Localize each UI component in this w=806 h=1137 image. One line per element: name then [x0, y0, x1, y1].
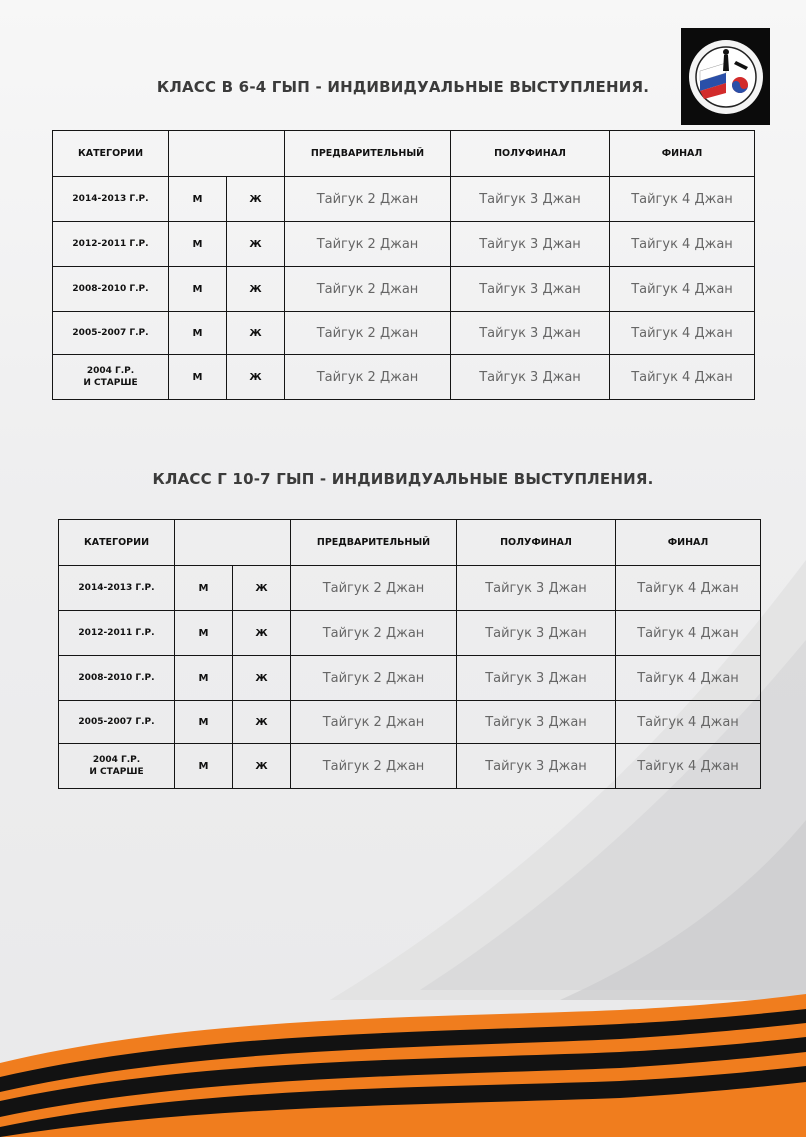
- semifinal-cell: Тайгук 3 Джан: [451, 267, 610, 312]
- category-cell: 2014-2013 Г.Р.: [53, 177, 169, 222]
- prelim-cell: Тайгук 2 Джан: [285, 177, 451, 222]
- table-row: [59, 701, 761, 744]
- male-cell: М: [175, 744, 233, 789]
- final-cell: Тайгук 4 Джан: [616, 656, 761, 701]
- semifinal-cell: Тайгук 3 Джан: [451, 312, 610, 355]
- semifinal-cell: Тайгук 3 Джан: [451, 177, 610, 222]
- final-cell: Тайгук 4 Джан: [610, 177, 755, 222]
- table-row: [53, 177, 755, 222]
- semifinal-cell: Тайгук 3 Джан: [457, 566, 616, 611]
- semifinal-cell: Тайгук 3 Джан: [457, 656, 616, 701]
- prelim-cell: Тайгук 2 Джан: [285, 267, 451, 312]
- header-category: КАТЕГОРИИ: [59, 520, 175, 566]
- prelim-cell: Тайгук 2 Джан: [291, 744, 457, 789]
- header-prelim: ПРЕДВАРИТЕЛЬНЫЙ: [291, 520, 457, 566]
- category-cell: 2005-2007 Г.Р.: [59, 701, 175, 744]
- female-cell: Ж: [227, 312, 285, 355]
- prelim-cell: Тайгук 2 Джан: [291, 611, 457, 656]
- table-row: [53, 267, 755, 312]
- section-title: КЛАСС В 6-4 ГЫП - ИНДИВИДУАЛЬНЫЕ ВЫСТУПЛЕНИЯ.: [156, 78, 650, 96]
- table-row: [59, 656, 761, 701]
- category-cell: 2012-2011 Г.Р.: [53, 222, 169, 267]
- semifinal-cell: Тайгук 3 Джан: [457, 611, 616, 656]
- final-cell: Тайгук 4 Джан: [616, 566, 761, 611]
- semifinal-cell: Тайгук 3 Джан: [451, 222, 610, 267]
- prelim-cell: Тайгук 2 Джан: [285, 312, 451, 355]
- category-cell: 2008-2010 Г.Р.: [59, 656, 175, 701]
- table-row: [59, 566, 761, 611]
- male-cell: М: [175, 656, 233, 701]
- prelim-cell: Тайгук 2 Джан: [291, 656, 457, 701]
- table-row: [53, 312, 755, 355]
- header-semifinal: ПОЛУФИНАЛ: [451, 131, 610, 177]
- category-cell: 2005-2007 Г.Р.: [53, 312, 169, 355]
- prelim-cell: Тайгук 2 Джан: [291, 701, 457, 744]
- header-final: ФИНАЛ: [616, 520, 761, 566]
- female-cell: Ж: [233, 656, 291, 701]
- results-table: [52, 130, 755, 400]
- female-cell: Ж: [227, 222, 285, 267]
- results-table: [58, 519, 761, 789]
- category-line-2: И СТАРШЕ: [83, 378, 138, 388]
- female-cell: Ж: [233, 701, 291, 744]
- category-cell: 2014-2013 Г.Р.: [59, 566, 175, 611]
- male-cell: М: [169, 355, 227, 400]
- table-header-row: [53, 131, 755, 177]
- category-line-1: 2004 Г.Р.: [86, 366, 135, 376]
- male-cell: М: [169, 177, 227, 222]
- prelim-cell: Тайгук 2 Джан: [291, 566, 457, 611]
- final-cell: Тайгук 4 Джан: [610, 312, 755, 355]
- male-cell: М: [169, 267, 227, 312]
- federation-emblem-icon: [686, 37, 766, 117]
- female-cell: Ж: [227, 267, 285, 312]
- female-cell: Ж: [233, 744, 291, 789]
- male-cell: М: [175, 566, 233, 611]
- category-cell: [53, 355, 169, 400]
- federation-logo: [681, 28, 770, 125]
- category-cell: 2012-2011 Г.Р.: [59, 611, 175, 656]
- table-row: [53, 222, 755, 267]
- male-cell: М: [169, 222, 227, 267]
- male-cell: М: [175, 611, 233, 656]
- prelim-cell: Тайгук 2 Джан: [285, 222, 451, 267]
- semifinal-cell: Тайгук 3 Джан: [457, 744, 616, 789]
- prelim-cell: Тайгук 2 Джан: [285, 355, 451, 400]
- section-title: КЛАСС Г 10-7 ГЫП - ИНДИВИДУАЛЬНЫЕ ВЫСТУПЛЕНИЯ.: [152, 470, 654, 488]
- category-cell: [59, 744, 175, 789]
- header-blank: [175, 520, 291, 566]
- final-cell: Тайгук 4 Джан: [610, 267, 755, 312]
- male-cell: М: [175, 701, 233, 744]
- header-category: КАТЕГОРИИ: [53, 131, 169, 177]
- table-header-row: [59, 520, 761, 566]
- female-cell: Ж: [233, 611, 291, 656]
- table-row: [59, 744, 761, 789]
- header-prelim: ПРЕДВАРИТЕЛЬНЫЙ: [285, 131, 451, 177]
- final-cell: Тайгук 4 Джан: [616, 611, 761, 656]
- category-cell: 2008-2010 Г.Р.: [53, 267, 169, 312]
- table-row: [53, 355, 755, 400]
- st-george-ribbon: [0, 994, 806, 1137]
- category-line-2: И СТАРШЕ: [89, 767, 144, 777]
- table-row: [59, 611, 761, 656]
- male-cell: М: [169, 312, 227, 355]
- final-cell: Тайгук 4 Джан: [616, 744, 761, 789]
- semifinal-cell: Тайгук 3 Джан: [451, 355, 610, 400]
- header-semifinal: ПОЛУФИНАЛ: [457, 520, 616, 566]
- header-final: ФИНАЛ: [610, 131, 755, 177]
- female-cell: Ж: [227, 355, 285, 400]
- final-cell: Тайгук 4 Джан: [610, 355, 755, 400]
- semifinal-cell: Тайгук 3 Джан: [457, 701, 616, 744]
- female-cell: Ж: [233, 566, 291, 611]
- final-cell: Тайгук 4 Джан: [610, 222, 755, 267]
- female-cell: Ж: [227, 177, 285, 222]
- category-line-1: 2004 Г.Р.: [92, 755, 141, 765]
- final-cell: Тайгук 4 Джан: [616, 701, 761, 744]
- header-blank: [169, 131, 285, 177]
